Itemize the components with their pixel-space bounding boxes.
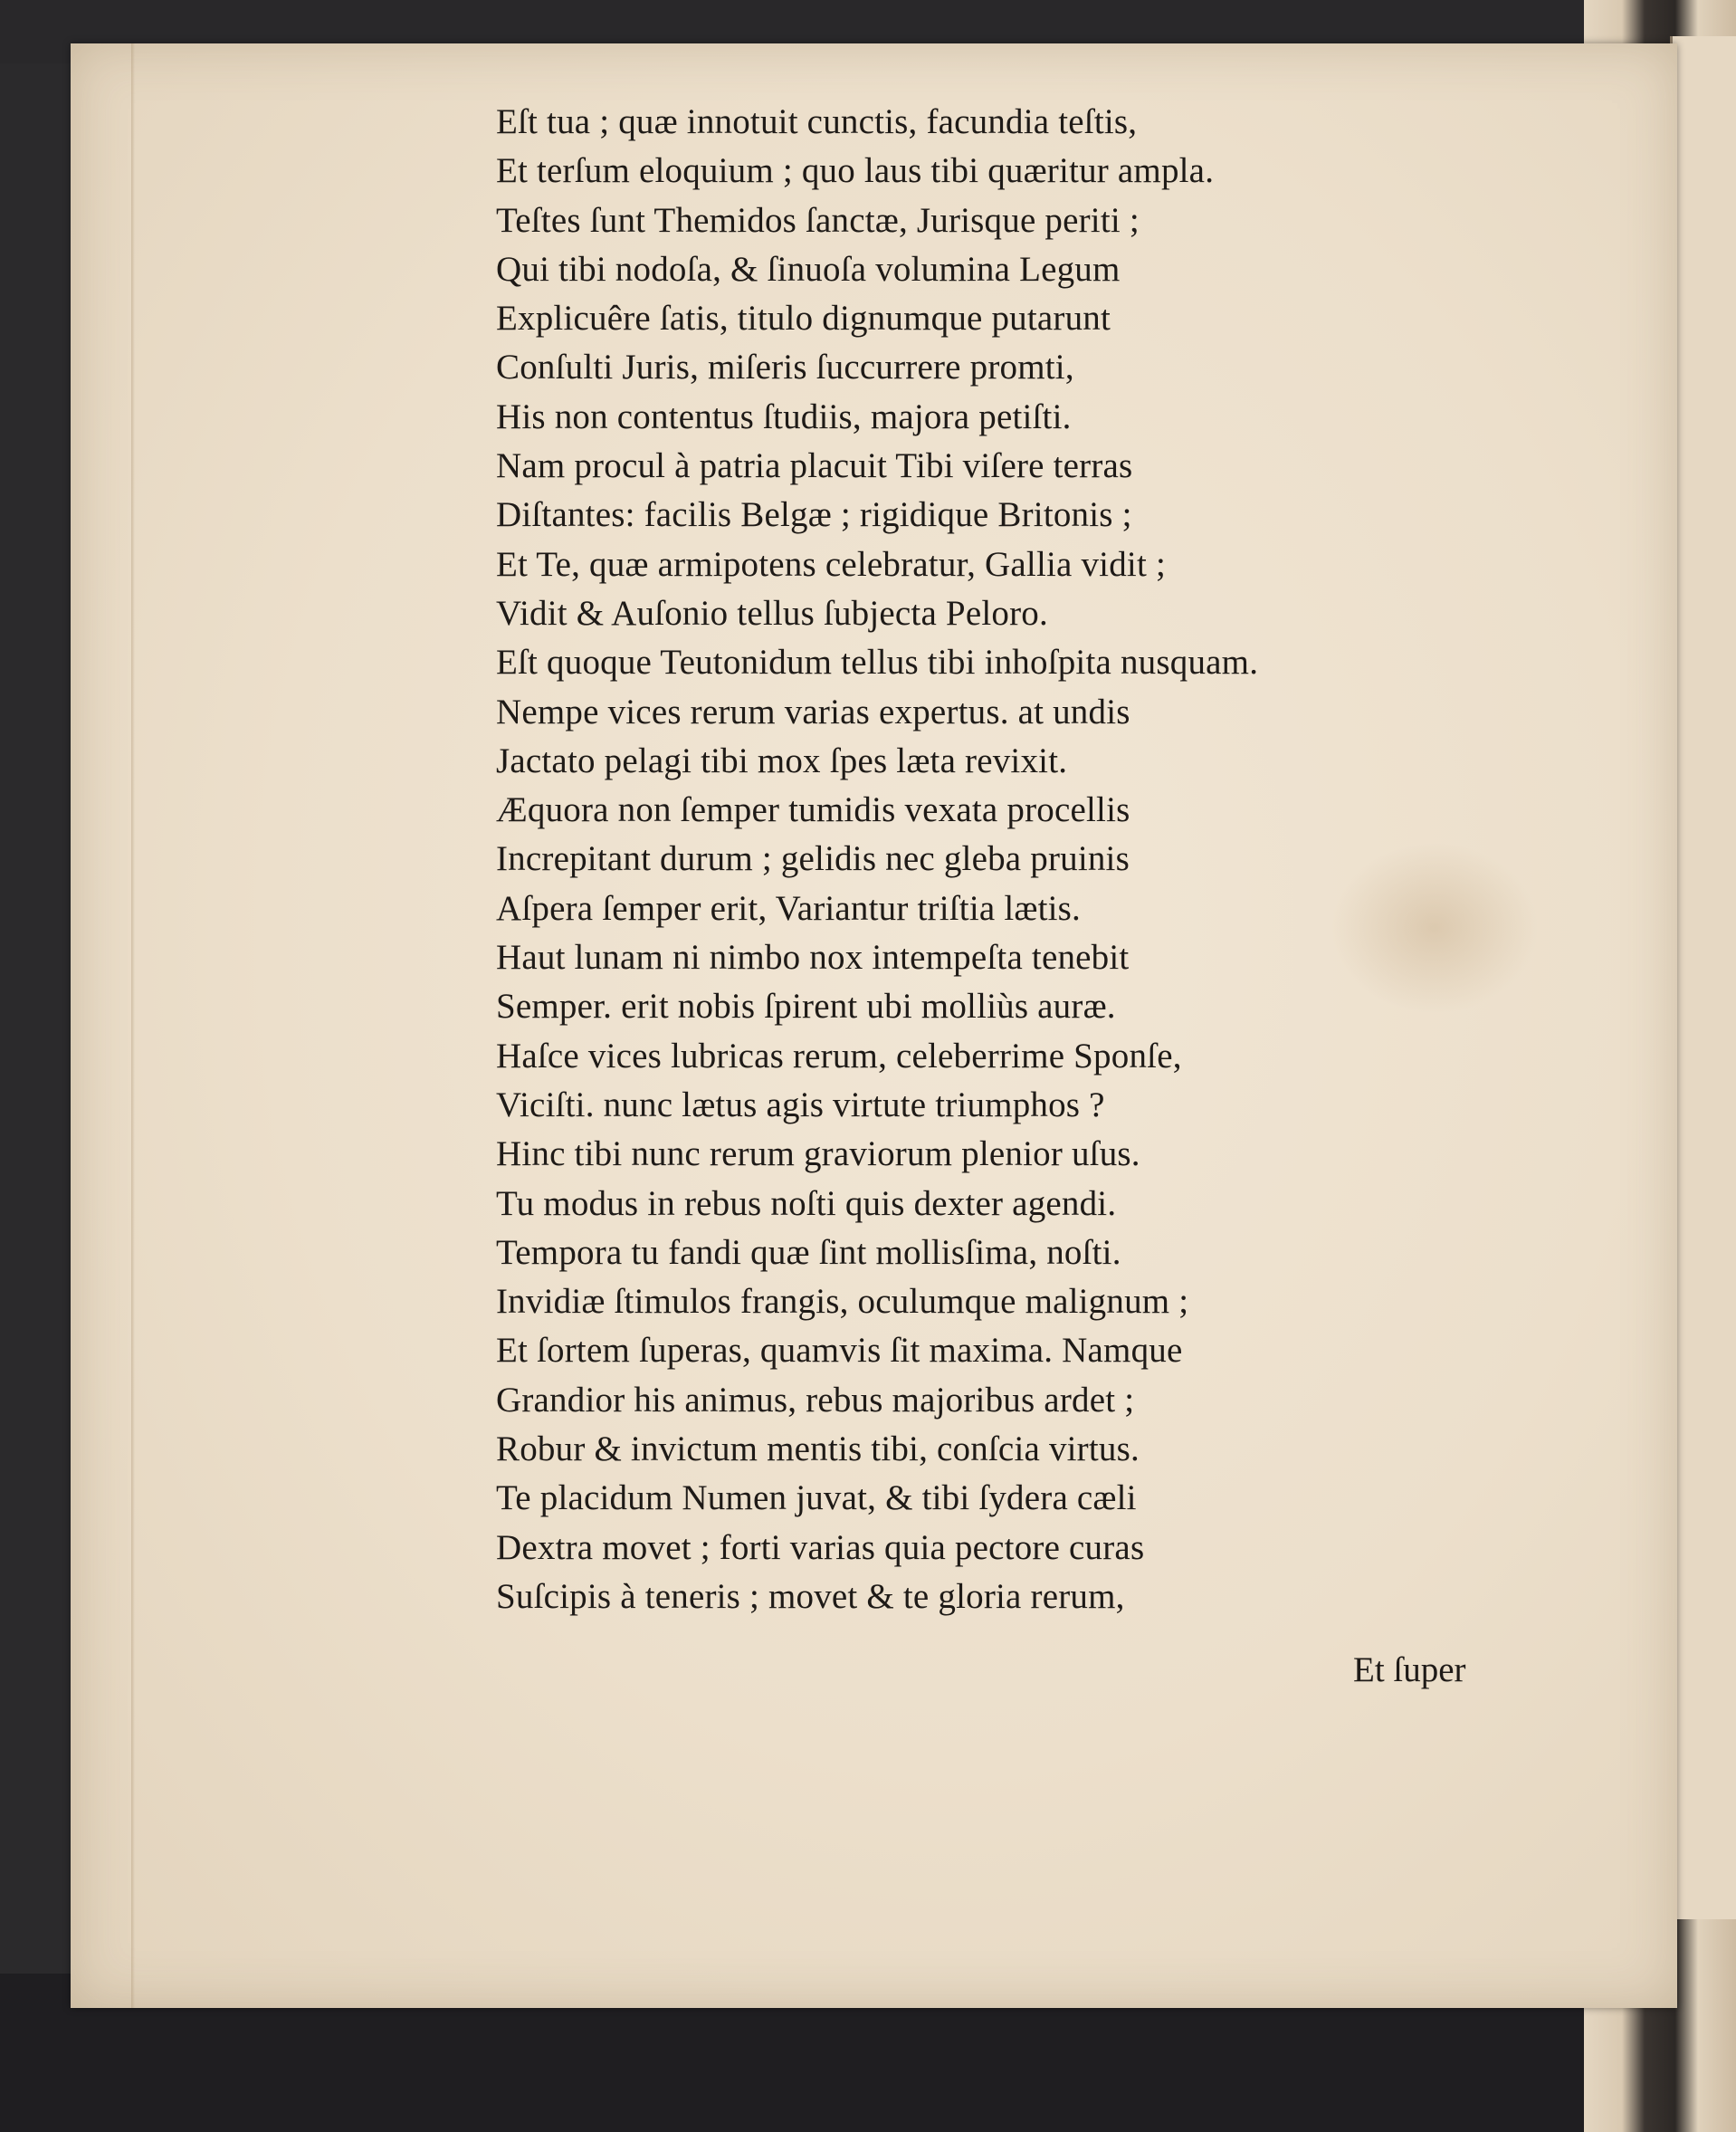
verse-line: Vidit & Auſonio tellus ſubjecta Peloro. xyxy=(496,593,1048,633)
verse-line: Hinc tibi nunc rerum graviorum plenior uſus. xyxy=(496,1134,1140,1174)
verse-line: Æquora non ſemper tumidis vexata procellis xyxy=(496,790,1130,830)
verse-line: His non contentus ſtudiis, majora petiſti. xyxy=(496,397,1072,436)
verse-line: Et terſum eloquium ; quo laus tibi quæritur ampla. xyxy=(496,151,1215,191)
verse-line: Viciſti. nunc lætus agis virtute triumphos ? xyxy=(496,1085,1105,1124)
verse-line: Haſce vices lubricas rerum, celeberrime Sponſe, xyxy=(496,1036,1182,1076)
page-fold-line xyxy=(131,43,135,2008)
verse-line: Et ſortem ſuperas, quamvis ſit maxima. Namque xyxy=(496,1331,1183,1371)
verse-line: Te placidum Numen juvat, & tibi ſydera cæli xyxy=(496,1478,1137,1518)
verse-text-block xyxy=(496,98,1537,1621)
facing-page-edge xyxy=(1670,36,1736,1919)
verse-line: Diſtantes: facilis Belgæ ; rigidique Britonis ; xyxy=(496,495,1132,535)
verse-line: Teſtes ſunt Themidos ſanctæ, Jurisque periti ; xyxy=(496,200,1140,240)
verse-line: Eſt quoque Teutonidum tellus tibi inhoſpita nusquam. xyxy=(496,643,1259,683)
verse-line: Dextra movet ; forti varias quia pectore curas xyxy=(496,1527,1145,1567)
verse-line: Haut lunam ni nimbo nox intempeſta tenebit xyxy=(496,938,1130,978)
verse-line: Increpitant durum ; gelidis nec gleba pruinis xyxy=(496,839,1130,879)
verse-line: Tu modus in rebus noſti quis dexter agendi. xyxy=(496,1183,1117,1223)
verse-line: Tempora tu fandi quæ ſint mollisſima, noſti. xyxy=(496,1232,1121,1272)
verse-line: Nam procul à patria placuit Tibi viſere terras xyxy=(496,446,1133,486)
verse-line: Aſpera ſemper erit, Variantur triſtia lætis. xyxy=(496,888,1081,928)
verse-line: Explicuêre ſatis, titulo dignumque putarunt xyxy=(496,299,1111,339)
verse-line: Suſcipis à teneris ; movet & te gloria rerum, xyxy=(496,1576,1125,1616)
verse-line: Conſulti Juris, miſeris ſuccurrere promti, xyxy=(496,348,1074,387)
verse-line: Nempe vices rerum varias expertus. at undis xyxy=(496,692,1130,731)
verse-line: Invidiæ ſtimulos frangis, oculumque malignum ; xyxy=(496,1282,1189,1322)
catchword: Et ſuper xyxy=(1353,1650,1466,1689)
verse-line: Semper. erit nobis ſpirent ubi molliùs auræ. xyxy=(496,987,1116,1027)
verse-line: Grandior his animus, rebus majoribus ardet ; xyxy=(496,1380,1135,1420)
verse-line: Robur & invictum mentis tibi, conſcia virtus. xyxy=(496,1429,1140,1469)
verse-line: Et Te, quæ armipotens celebratur, Gallia vidit ; xyxy=(496,544,1166,584)
verse-line: Qui tibi nodoſa, & ſinuoſa volumina Legum xyxy=(496,249,1121,289)
verse-line: Eſt tua ; quæ innotuit cunctis, facundia teſtis, xyxy=(496,102,1138,141)
verse-line: Jactato pelagi tibi mox ſpes læta revixit. xyxy=(496,741,1068,780)
